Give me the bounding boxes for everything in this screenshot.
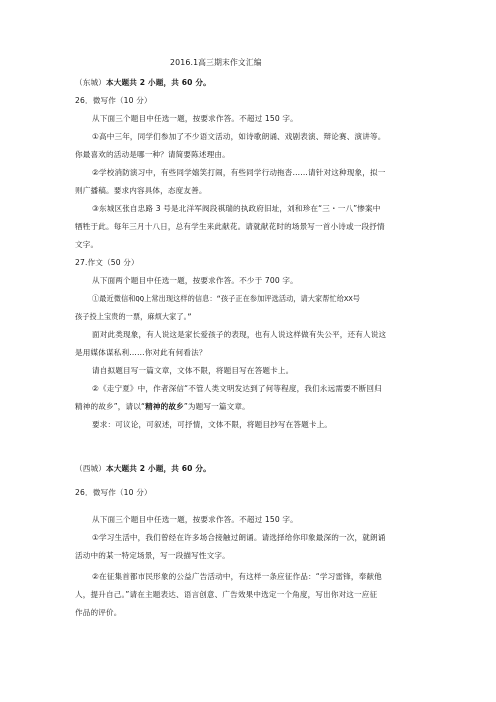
text-segment: ”为题写一篇文章。 xyxy=(183,402,250,411)
option-requirement: 请自拟题目写一篇文章，文体不限，将题目写在答题卡上。 xyxy=(92,366,294,375)
question-26-heading: 26．微写作（10 分） xyxy=(75,488,152,497)
option-line: ①高中三年，同学们参加了不少语文活动，如诗歌朗诵、戏剧表演、辩论赛、演讲等。 xyxy=(92,132,386,141)
option-line: ③东城区张自忠路 3 号是北洋军阀段祺瑞的执政府旧址，刘和珍在“三・一八”惨案中 xyxy=(92,204,381,213)
text-segment: 精神的故乡”，请以“ xyxy=(75,402,146,411)
document-title: 2016.1高三期末作文汇编 xyxy=(170,58,262,67)
option-line: 活动中的某一特定场景，写一段描写性文字。 xyxy=(75,551,230,560)
quoted-message: 孩子投上宝贵的一票，麻烦大家了。” xyxy=(75,312,192,321)
option-line: 是用媒体谋私利……你对此有何看法？ xyxy=(75,348,207,357)
option-line: 面对此类现象，有人说这是家长爱孩子的表现，也有人说这样做有失公平，还有人说这 xyxy=(92,330,387,339)
option-line: 你最喜欢的活动是哪一种？请简要陈述理由。 xyxy=(75,150,230,159)
option-line: 文字。 xyxy=(75,240,99,249)
question-instruction: 从下面三个题目中任选一题，按要求作答。不超过 150 字。 xyxy=(92,114,298,123)
question-instruction: 从下面三个题目中任选一题，按要求作答。不超过 150 字。 xyxy=(92,515,298,524)
xicheng-section-header xyxy=(75,464,211,474)
option-line: ②在征集首都市民形象的公益广告活动中，有这样一条应征作品：“学习雷锋，奉献他 xyxy=(92,572,382,581)
question-26-heading: 26．微写作（10 分） xyxy=(75,96,152,105)
option-line: 牺牲于此。每年三月十八日，总有学生来此献花。请就献花时的场景写一首小诗或一段抒情 xyxy=(75,222,385,231)
option-line: 人，提升自己。”请在主题表达、语言创意、广告效果中选定一个角度，写出你对这一应征 xyxy=(75,590,378,599)
option-line xyxy=(75,402,250,412)
district-label: （西城） xyxy=(75,464,106,473)
dongcheng-section-header xyxy=(75,78,211,88)
option-line: 则广播稿。要求内容具体，态度友善。 xyxy=(75,186,207,195)
section-intro: 本大题共 2 小题，共 60 分。 xyxy=(105,464,211,473)
district-label: （东城） xyxy=(75,78,106,87)
option-line: ②学校消防演习中，有些同学嬉笑打闹，有些同学行动拖沓……请针对这种现象，拟一 xyxy=(92,168,386,177)
option-line: ②《走宁夏》中，作者深信“不管人类文明发达到了何等程度，我们永远需要不断回归 xyxy=(92,384,382,393)
question-instruction: 从下面两个题目中任选一题，按要求作答。不少于 700 字。 xyxy=(92,276,298,285)
option-requirement: 要求：可议论，可叙述，可抒情，文体不限，将题目抄写在答题卡上。 xyxy=(92,420,333,429)
option-line: ①学习生活中，我们曾经在许多场合接触过朗诵。请选择给你印象最深的一次，就朗诵 xyxy=(92,533,386,542)
section-intro: 本大题共 2 小题，共 60 分。 xyxy=(105,78,211,87)
quoted-message: ①最近微信和QQ上常出现这样的信息：“孩子正在参加评选活动，请大家帮忙给XX号 xyxy=(92,294,360,303)
question-27-heading: 27.作文（50 分） xyxy=(75,258,139,267)
essay-title-emphasis: 精神的故乡 xyxy=(145,402,184,411)
option-line: 作品的评价。 xyxy=(75,608,122,617)
